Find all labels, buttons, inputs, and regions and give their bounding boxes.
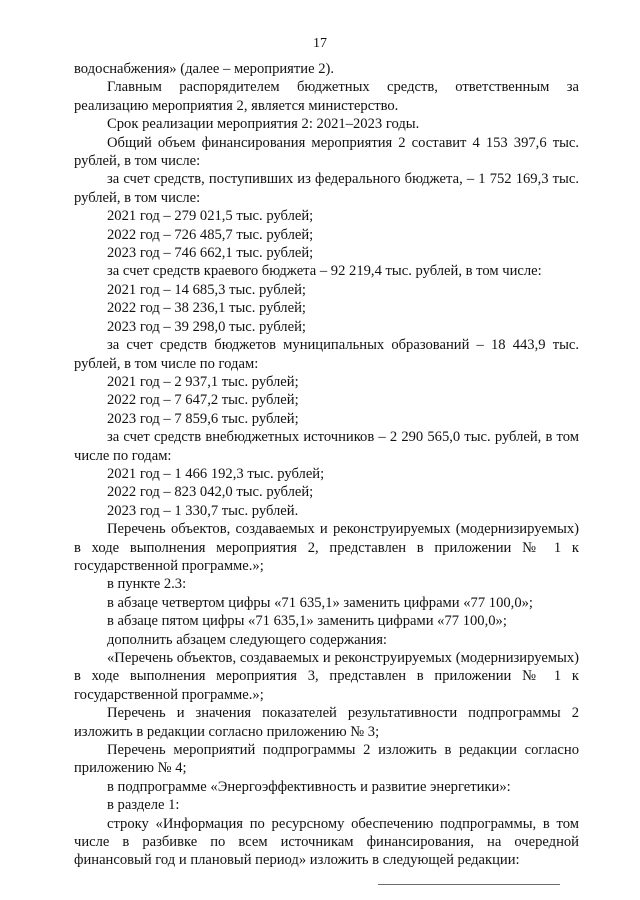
paragraph: Перечень мероприятий подпрограммы 2 изложить в редакции согласно приложению № 4; — [74, 742, 579, 777]
paragraph: Общий объем финансирования мероприятия 2 составит 4 153 397,6 тыс. рублей, в том числе: — [74, 134, 579, 170]
funding-line: 2021 год – 279 021,5 тыс. рублей; — [107, 208, 314, 225]
paragraph: дополнить абзацем следующего содержания: — [107, 631, 387, 648]
funding-line: 2021 год – 2 937,1 тыс. рублей; — [107, 373, 299, 390]
paragraph: Главным распорядителем бюджетных средств, ответственным за реализацию мероприятия 2, является министерство. — [74, 79, 579, 114]
paragraph: Срок реализации мероприятия 2: 2021–2023 годы. — [107, 116, 420, 133]
paragraph: за счет средств, поступивших из федерального бюджета, – 1 752 169,3 тыс. рублей, в том числе: — [74, 171, 579, 206]
funding-line: 2023 год – 746 662,1 тыс. рублей; — [107, 245, 314, 262]
paragraph: Перечень и значения показателей результативности подпрограммы 2 изложить в редакции согласно приложению № 3; — [74, 705, 579, 740]
paragraph: Перечень объектов, создаваемых и реконструируемых (модернизируемых) в ходе выполнения мероприятия 2, представлен в приложении № 1 к государственной программе.»; — [74, 521, 579, 574]
funding-line: 2022 год – 726 485,7 тыс. рублей; — [107, 226, 314, 243]
page-number: 17 — [313, 36, 327, 51]
funding-line: 2023 год – 1 330,7 тыс. рублей. — [107, 502, 299, 519]
footer-rule — [378, 884, 560, 885]
paragraph: строку «Информация по ресурсному обеспечению подпрограммы, в том числе в разбивке по всем источникам финансирования, на очередной финансовый год и плановый период» изложить в следующей редакции: — [74, 815, 579, 869]
paragraph: в пункте 2.3: — [107, 576, 187, 593]
funding-line: 2023 год – 7 859,6 тыс. рублей; — [107, 410, 299, 427]
paragraph: в разделе 1: — [107, 797, 180, 814]
paragraph: водоснабжения» (далее – мероприятие 2). — [74, 61, 335, 77]
funding-line: 2021 год – 14 685,3 тыс. рублей; — [107, 281, 306, 298]
paragraph: за счет средств краевого бюджета – 92 219,4 тыс. рублей, в том числе: — [107, 263, 542, 280]
paragraph: «Перечень объектов, создаваемых и реконструируемых (модернизируемых) в ходе выполнения мероприятия 3, представлен в приложении № 1 к государственной программе.»; — [74, 650, 579, 703]
paragraph: за счет средств бюджетов муниципальных образований – 18 443,9 тыс. рублей, в том числе по годам: — [74, 337, 579, 372]
funding-line: 2022 год – 823 042,0 тыс. рублей; — [107, 484, 314, 501]
funding-line: 2023 год – 39 298,0 тыс. рублей; — [107, 318, 306, 335]
paragraph: в абзаце четвертом цифры «71 635,1» заменить цифрами «77 100,0»; — [107, 594, 533, 611]
document-body — [74, 60, 579, 870]
funding-line: 2021 год – 1 466 192,3 тыс. рублей; — [107, 465, 325, 482]
paragraph: в подпрограмме «Энергоэффективность и развитие энергетики»: — [107, 778, 511, 795]
paragraph: за счет средств внебюджетных источников – 2 290 565,0 тыс. рублей, в том числе по годам: — [74, 429, 579, 464]
paragraph: в абзаце пятом цифры «71 635,1» заменить цифрами «77 100,0»; — [107, 613, 507, 630]
funding-line: 2022 год – 7 647,2 тыс. рублей; — [107, 392, 299, 409]
funding-line: 2022 год – 38 236,1 тыс. рублей; — [107, 300, 306, 317]
